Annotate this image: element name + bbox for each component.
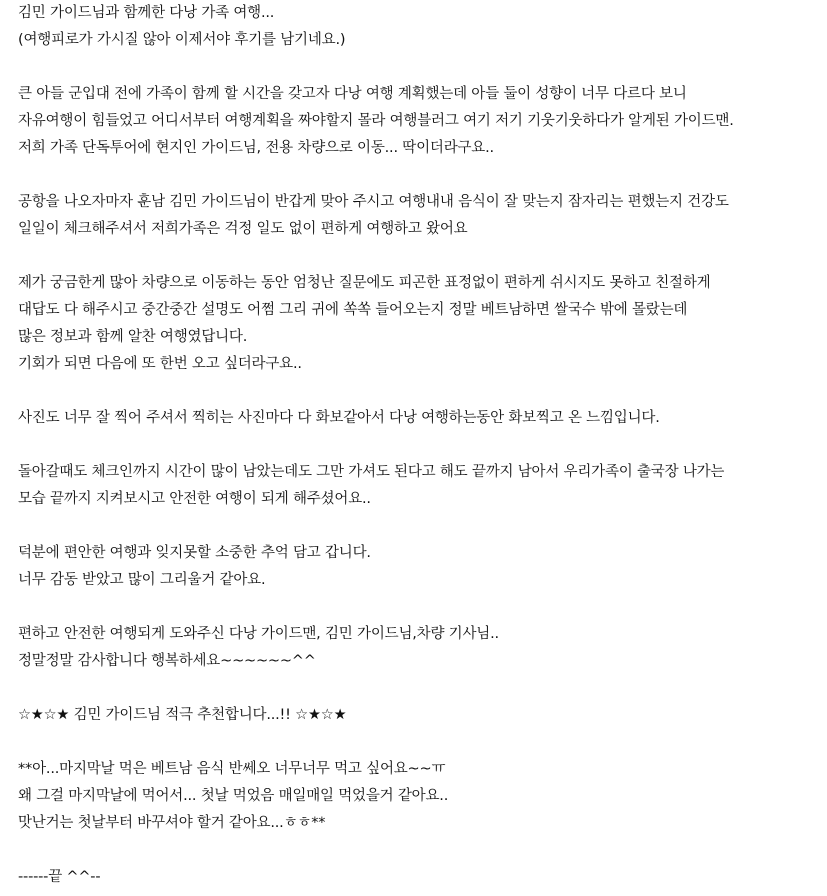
paragraph-break xyxy=(18,243,818,270)
post-line: 공항을 나오자마자 훈남 김민 가이드님이 반갑게 맞아 주시고 여행내내 음식이 잘 맞는지 잠자리는 편했는지 건강도 xyxy=(18,194,729,210)
paragraph-break xyxy=(18,729,818,756)
post-line: 제가 궁금한게 많아 차량으로 이동하는 동안 엄청난 질문에도 피곤한 표정없이 편하게 쉬시지도 못하고 친절하게 xyxy=(18,275,711,291)
paragraph-break xyxy=(18,54,818,81)
post-line: 편하고 안전한 여행되게 도와주신 다낭 가이드맨, 김민 가이드님,차량 기사님.. xyxy=(18,626,499,642)
paragraph-break xyxy=(18,432,818,459)
post-line: ☆★☆★ 김민 가이드님 적극 추천합니다...!! ☆★☆★ xyxy=(18,707,347,723)
post-line: 모습 끝까지 지켜보시고 안전한 여행이 되게 해주셨어요.. xyxy=(18,491,371,507)
paragraph-break xyxy=(18,378,818,405)
post-line: 대답도 다 해주시고 중간중간 설명도 어쩜 그리 귀에 쏙쏙 들어오는지 정말 베트남하면 쌀국수 밖에 몰랐는데 xyxy=(18,302,688,318)
paragraph-break xyxy=(18,594,818,621)
post-line: 돌아갈때도 체크인까지 시간이 많이 남았는데도 그만 가셔도 된다고 해도 끝까지 남아서 우리가족이 출국장 나가는 xyxy=(18,464,725,480)
post-line: 사진도 너무 잘 찍어 주셔서 찍히는 사진마다 다 화보같아서 다낭 여행하는동안 화보찍고 온 느낌입니다. xyxy=(18,410,660,426)
post-line: **아...마지막날 먹은 베트남 음식 반쎄오 너무너무 먹고 싶어요~~ㅠ xyxy=(18,761,446,777)
post-line: 기회가 되면 다음에 또 한번 오고 싶더라구요.. xyxy=(18,356,302,372)
post-line: (여행피로가 가시질 않아 이제서야 후기를 남기네요.) xyxy=(18,32,346,48)
post-line: 정말정말 감사합니다 행복하세요~~~~~~^^ xyxy=(18,653,316,669)
post-line: 맛난거는 첫날부터 바꾸셔야 할거 같아요...ㅎㅎ** xyxy=(18,815,326,831)
paragraph-break xyxy=(18,162,818,189)
review-post xyxy=(18,0,818,891)
post-line: 덕분에 편안한 여행과 잊지못할 소중한 추억 담고 갑니다. xyxy=(18,545,371,561)
paragraph-break xyxy=(18,513,818,540)
post-line: 많은 정보과 함께 알찬 여행였답니다. xyxy=(18,329,248,345)
post-line: 너무 감동 받았고 많이 그리울거 같아요. xyxy=(18,572,266,588)
post-line: 왜 그걸 마지막날에 먹어서... 첫날 먹었음 매일매일 먹었을거 같아요.. xyxy=(18,788,449,804)
post-line: 김민 가이드님과 함께한 다낭 가족 여행... xyxy=(18,5,275,21)
paragraph-break xyxy=(18,675,818,702)
post-line: 자유여행이 힘들었고 어디서부터 여행계획을 짜야할지 몰라 여행블러그 여기 저기 기웃기웃하다가 알게된 가이드맨. xyxy=(18,113,734,129)
post-line: 저희 가족 단독투어에 현지인 가이드님, 전용 차량으로 이동... 딱이더라구요.. xyxy=(18,140,494,156)
paragraph-break xyxy=(18,837,818,864)
post-line: 일일이 체크해주셔서 저희가족은 걱정 일도 없이 편하게 여행하고 왔어요 xyxy=(18,221,468,237)
post-line: 큰 아들 군입대 전에 가족이 함께 할 시간을 갖고자 다낭 여행 계획했는데 아들 둘이 성향이 너무 다르다 보니 xyxy=(18,86,687,102)
post-line: ------끝 ^^-- xyxy=(18,869,101,885)
